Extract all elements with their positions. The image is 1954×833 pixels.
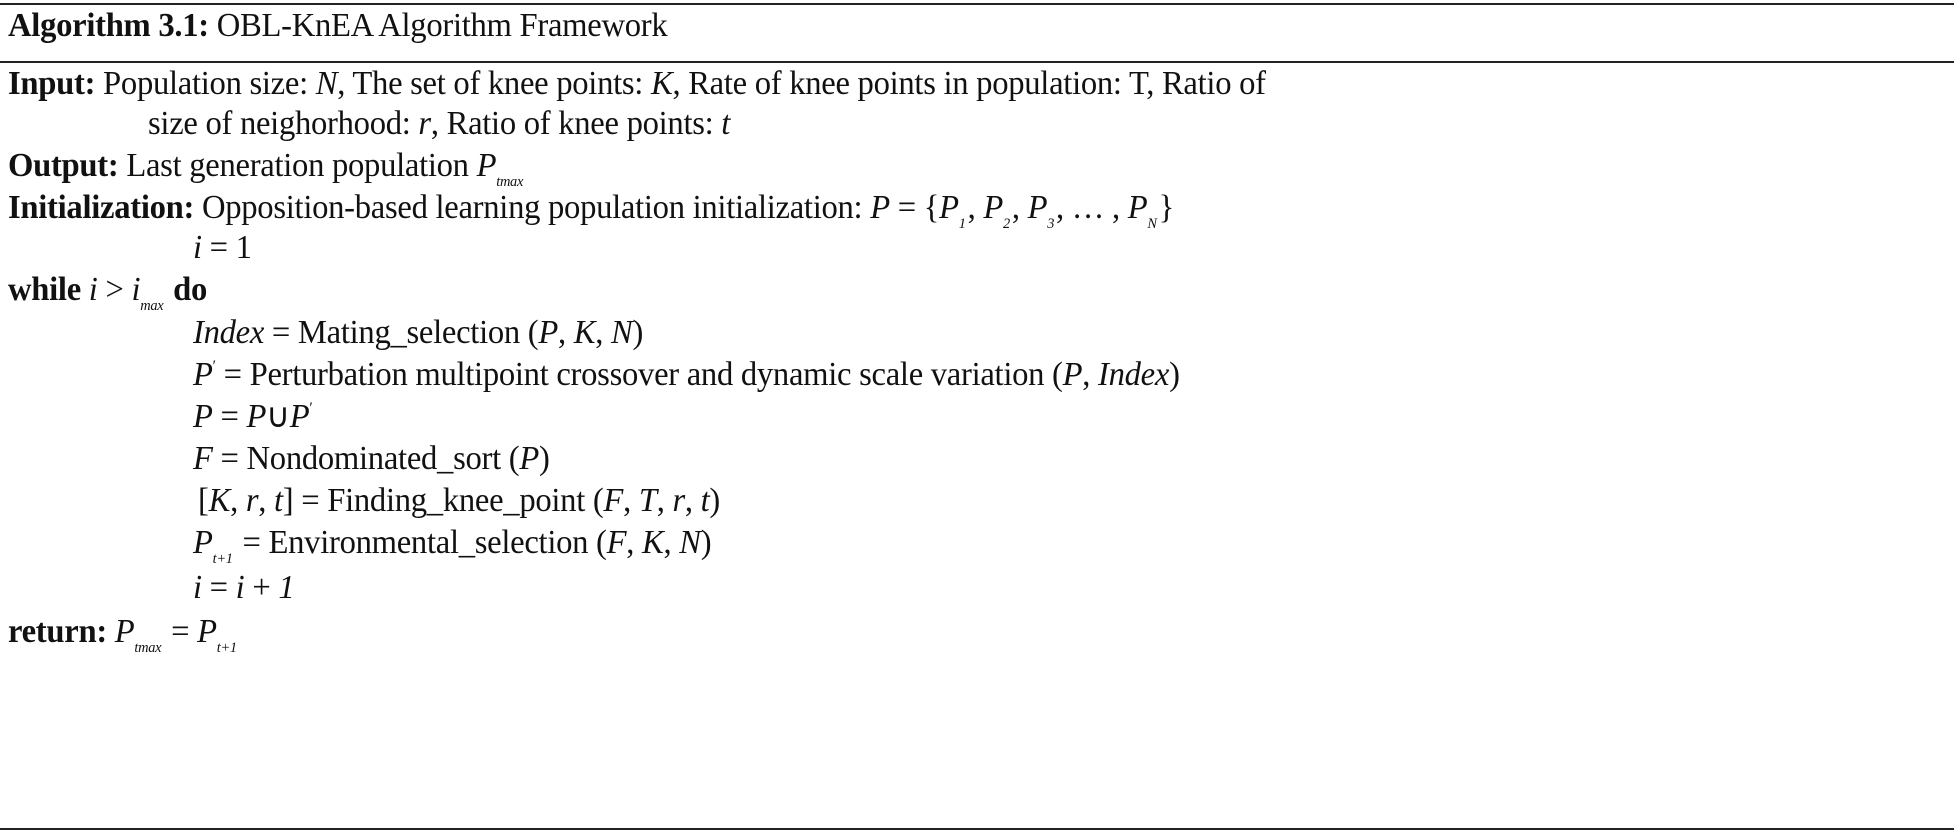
text-segment: K <box>642 524 664 561</box>
text-segment: P <box>476 147 497 184</box>
text-segment: = Nondominated_sort ( <box>212 440 520 477</box>
algorithm-line <box>193 313 643 353</box>
text-segment: t <box>700 482 710 519</box>
text-segment: ) <box>632 314 644 351</box>
text-segment: , <box>656 482 673 519</box>
algorithm-line <box>193 228 252 268</box>
text-segment: , <box>1082 356 1099 393</box>
text-segment: P <box>1127 189 1148 226</box>
text-segment: ) <box>709 482 720 519</box>
text-segment: , <box>230 482 246 519</box>
text-segment: ′ <box>212 358 216 375</box>
subscript: tmax <box>496 174 524 190</box>
subscript: tmax <box>134 640 162 656</box>
text-segment: Population size: <box>95 65 316 102</box>
text-segment: i <box>80 271 98 308</box>
keyword: Algorithm 3.1: <box>8 7 209 44</box>
text-segment: 1 <box>278 569 295 606</box>
algorithm-line <box>8 146 525 192</box>
text-segment: , <box>258 482 275 519</box>
subscript: t+1 <box>212 551 233 567</box>
text-segment: P <box>197 613 217 650</box>
text-segment: i <box>131 271 141 308</box>
text-segment: = { <box>889 189 940 226</box>
text-segment: Opposition-based learning population initialization: <box>194 189 871 226</box>
algorithm-line <box>193 355 1180 401</box>
text-segment: P <box>870 189 890 226</box>
text-segment: K <box>650 65 673 102</box>
text-segment: , Ratio of knee points: <box>430 105 722 142</box>
text-segment: = <box>201 569 236 606</box>
bottom-rule <box>0 828 1954 830</box>
text-segment: size of neighorhood: <box>148 105 419 142</box>
text-segment: , <box>663 524 680 561</box>
text-segment: Last generation population <box>118 147 477 184</box>
text-segment: , <box>1011 189 1028 226</box>
text-segment: ] = Finding_knee_point ( <box>282 482 604 519</box>
text-segment: P <box>983 189 1003 226</box>
algorithm-line <box>193 568 294 608</box>
algorithm-line <box>8 64 1266 104</box>
algorithm-title <box>8 6 667 46</box>
text-segment: i <box>235 569 245 606</box>
text-segment: t <box>274 482 283 519</box>
text-segment: OBL-KnEA Algorithm Framework <box>208 7 668 44</box>
text-segment: P <box>1062 356 1083 393</box>
text-segment: = <box>212 398 247 435</box>
text-segment: r <box>245 482 259 519</box>
text-segment: ) <box>700 524 712 561</box>
text-segment: T <box>638 482 657 519</box>
text-segment: N <box>611 314 633 351</box>
keyword: return: <box>8 613 107 650</box>
text-segment: [ <box>198 482 209 519</box>
text-segment: K <box>208 482 231 519</box>
text-segment: = Mating_selection ( <box>264 314 539 351</box>
top-rule <box>0 3 1954 5</box>
text-segment: P <box>1027 189 1048 226</box>
text-segment: , <box>595 314 612 351</box>
text-segment: t <box>721 105 731 142</box>
text-segment: > <box>97 271 132 308</box>
text-segment: ∪ <box>266 398 290 435</box>
subscript: 2 <box>1002 216 1010 232</box>
subscript: max <box>140 298 164 314</box>
algorithm-line <box>193 523 711 569</box>
text-segment: , Rate of knee points in population: T, Ratio of <box>672 65 1266 102</box>
text-segment: + <box>244 569 279 606</box>
text-segment: F <box>606 524 627 561</box>
text-segment: F <box>603 482 624 519</box>
algorithm-line <box>8 612 239 658</box>
text-segment: ) <box>539 440 550 477</box>
text-segment: F <box>193 440 213 477</box>
subscript: N <box>1147 216 1157 232</box>
keyword: Input: <box>8 65 96 102</box>
text-segment: , <box>558 314 574 351</box>
text-segment: ′ <box>309 400 313 417</box>
text-segment: i <box>193 229 202 266</box>
text-segment: = 1 <box>201 229 252 266</box>
algorithm-line <box>193 439 550 479</box>
text-segment: P <box>939 189 959 226</box>
keyword: Initialization: <box>8 189 195 226</box>
text-segment: , <box>626 524 643 561</box>
algorithm-line <box>8 270 207 316</box>
algorithm-line <box>8 188 1174 234</box>
text-segment: N <box>315 65 338 102</box>
text-segment: , <box>623 482 639 519</box>
text-segment: P <box>193 398 213 435</box>
header-rule <box>0 61 1954 63</box>
algorithm-line <box>148 104 730 144</box>
text-segment: P <box>289 398 310 435</box>
text-segment: = <box>163 613 198 650</box>
text-segment: i <box>193 569 202 606</box>
text-segment: , The set of knee points: <box>337 65 651 102</box>
text-segment: P <box>246 398 267 435</box>
text-segment: r <box>672 482 685 519</box>
text-segment: P <box>519 440 540 477</box>
text-segment: N <box>679 524 701 561</box>
text-segment: P <box>193 524 213 561</box>
text-segment: ) <box>1169 356 1180 393</box>
algorithm-line <box>193 397 313 443</box>
text-segment: } <box>1158 189 1175 226</box>
text-segment: Index <box>193 314 265 351</box>
subscript: 1 <box>958 216 966 232</box>
text-segment: P <box>538 314 559 351</box>
text-segment: Index <box>1098 356 1170 393</box>
text-segment: r <box>418 105 431 142</box>
keyword: while <box>8 271 81 308</box>
keyword: do <box>165 271 208 308</box>
algorithm-line <box>198 481 720 521</box>
subscript: 3 <box>1047 216 1055 232</box>
text-segment: P <box>106 613 135 650</box>
text-segment: K <box>573 314 596 351</box>
text-segment: , <box>684 482 701 519</box>
text-segment: , … , <box>1056 189 1128 226</box>
text-segment: = Perturbation multipoint crossover and dynamic scale variation ( <box>215 356 1063 393</box>
text-segment: = Environmental_selection ( <box>234 524 607 561</box>
keyword: Output: <box>8 147 119 184</box>
text-segment: P <box>193 356 213 393</box>
text-segment: , <box>967 189 984 226</box>
subscript: t+1 <box>216 640 237 656</box>
